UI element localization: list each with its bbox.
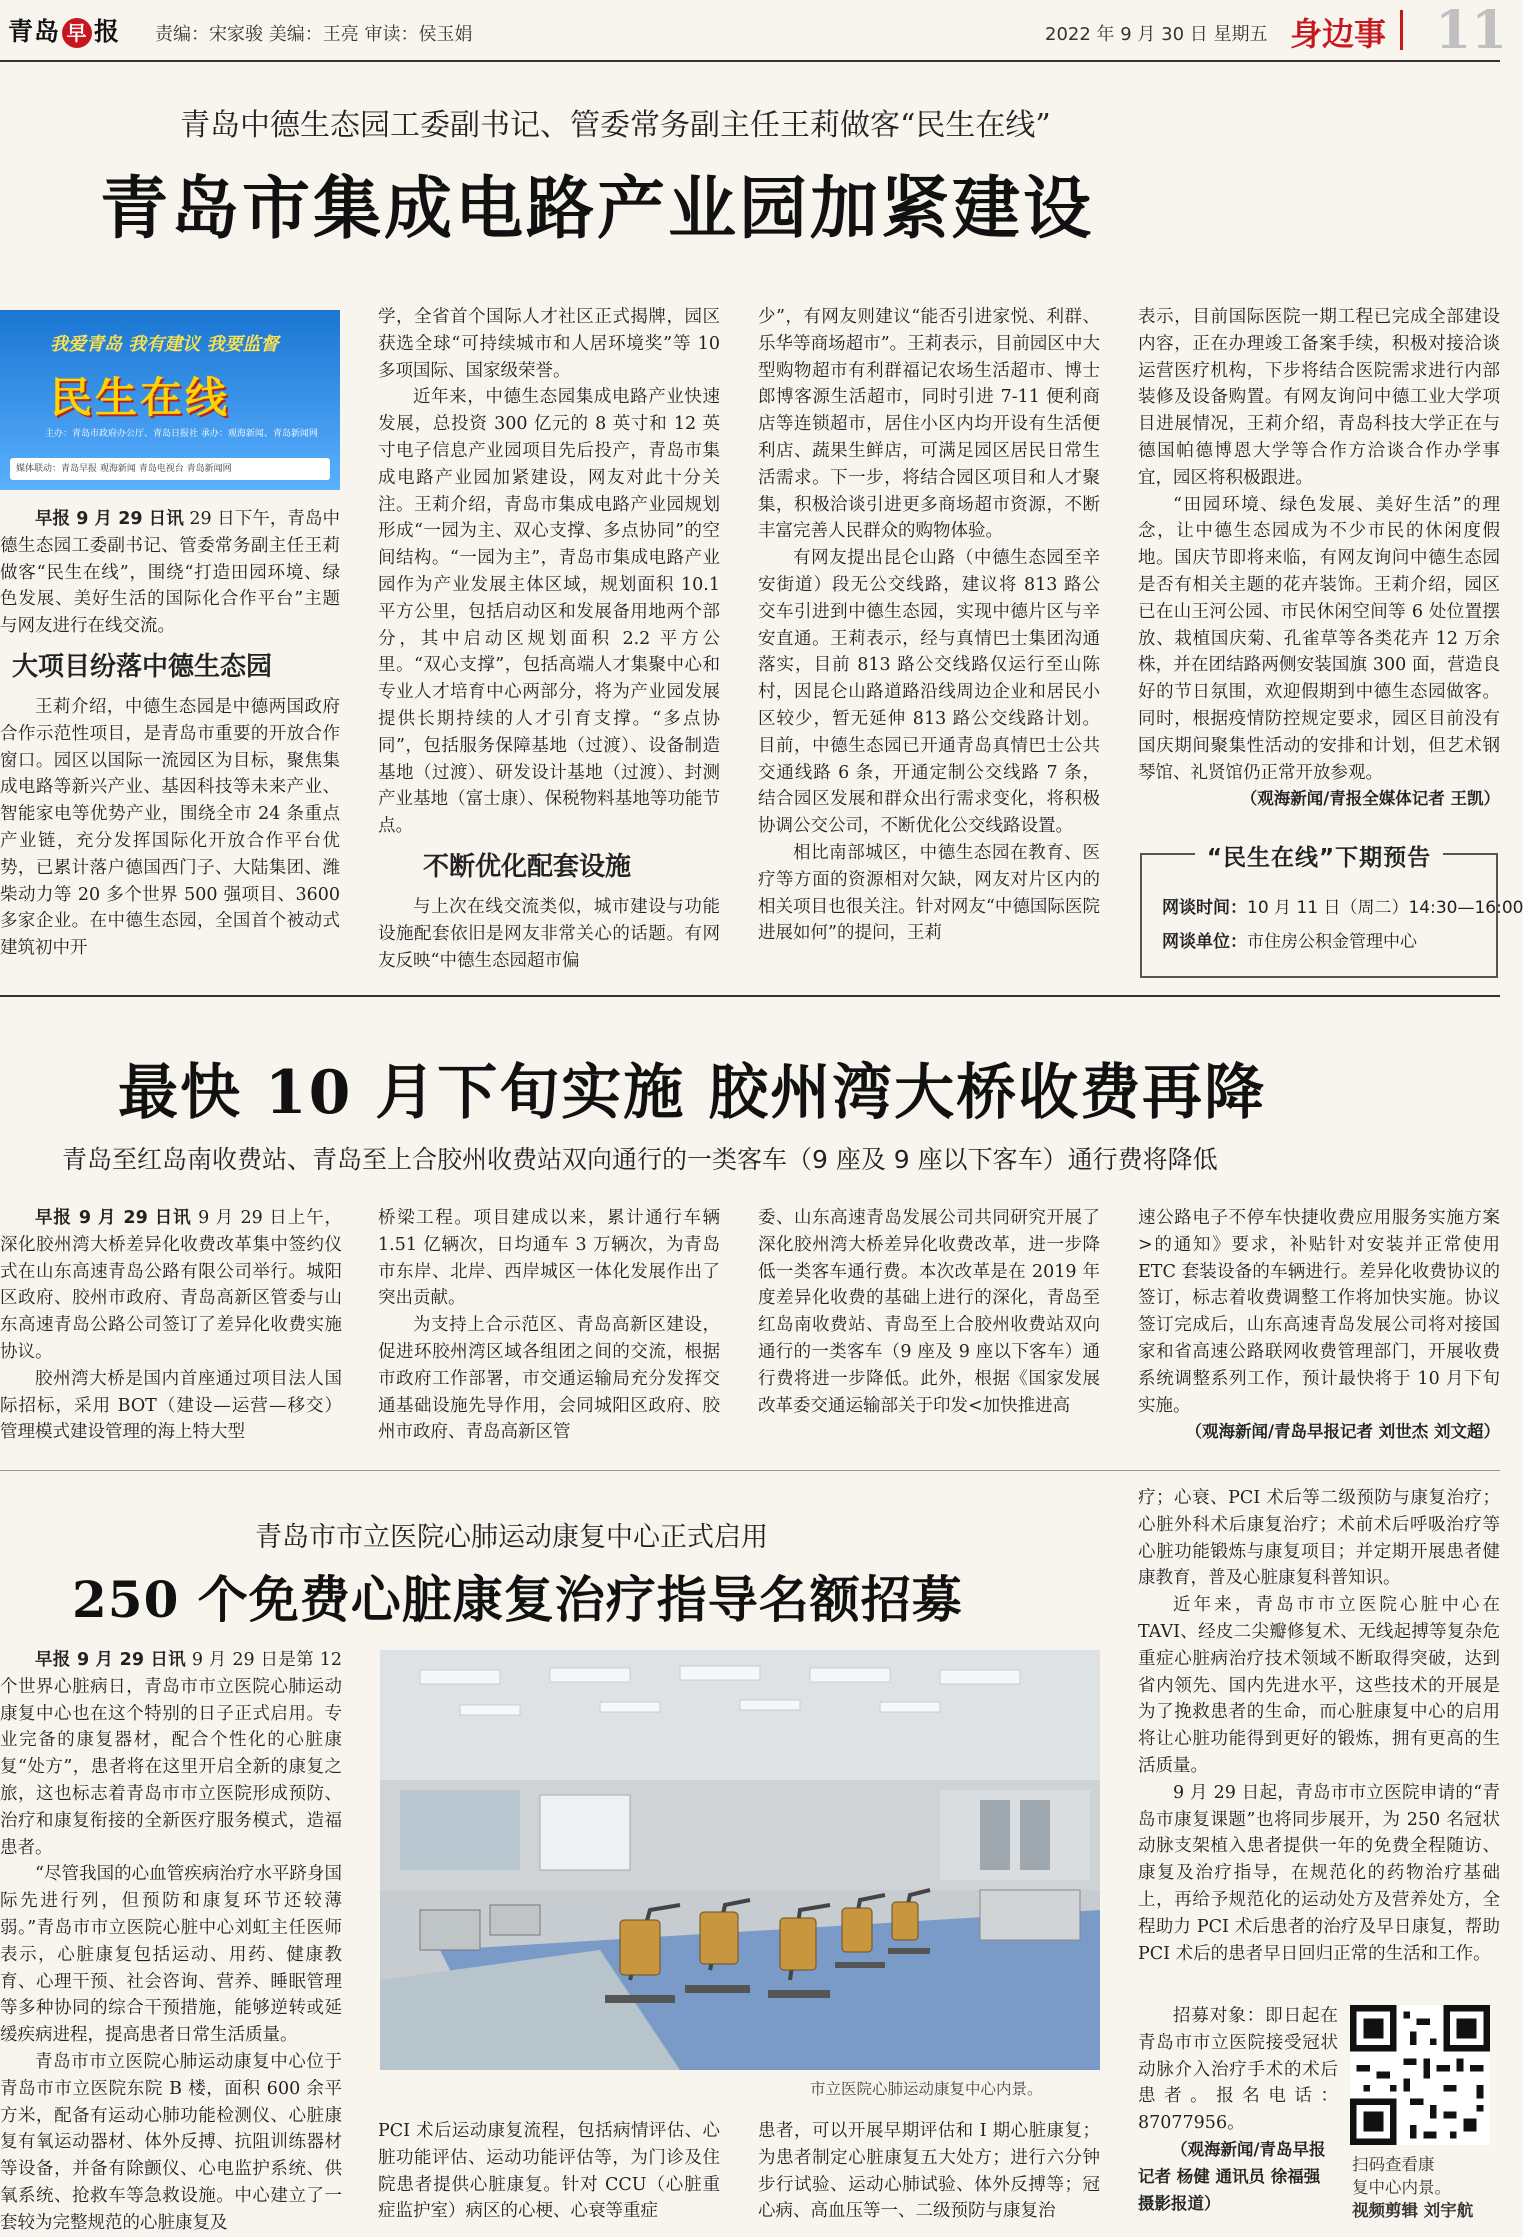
- story3-column-4-bottom: 招募对象：即日起在青岛市市立医院接受冠状动脉介入治疗手术的术后患者。报名电话：87077956。 （观海新闻/青岛早报记者 杨健 通讯员 徐福强 摄影报道）: [1138, 2003, 1338, 2237]
- qr-code-pattern: [1350, 2005, 1490, 2145]
- story3-byline: （观海新闻/青岛早报记者 杨健 通讯员 徐福强 摄影报道）: [1138, 2139, 1326, 2213]
- banner-media: 媒体联动：青岛早报 观海新闻 青岛电视台 青岛新闻网: [10, 458, 330, 480]
- dateline: 早报 9 月 29 日讯: [35, 1650, 186, 1670]
- story1-kicker: 青岛中德生态园工委副书记、管委常务副主任王莉做客“民生在线”: [180, 108, 1051, 143]
- story1-subhead-2: 不断优化配套设施: [423, 851, 632, 882]
- next-session-preview: “民生在线”下期预告 网谈时间：10 月 11 日（周二）14:30—16:00 网谈单位：市住房公积金管理中心: [1140, 853, 1498, 978]
- banner-title: 民生在线: [50, 373, 231, 422]
- story-divider-1: [0, 995, 1500, 997]
- story1-subhead-1: 大项目纷落中德生态园: [12, 651, 273, 682]
- logo-mark: 早: [62, 18, 92, 48]
- story3-column-2: PCI 术后运动康复流程，包括病情评估、心脏功能评估、运动功能评估等，为门诊及住院患者提供心脏康复。针对 CCU（心脏重症监护室）病区的心梗、心衰等重症: [378, 2121, 720, 2222]
- page-number: 11: [1435, 0, 1508, 61]
- banner-slogan: 我爱青岛 我有建议 我要监督: [50, 334, 279, 355]
- story1-byline: （观海新闻/青报全媒体记者 王凯）: [1240, 789, 1500, 809]
- story2-subhead: 青岛至红岛南收费站、青岛至上合胶州收费站双向通行的一类客车（9 座及 9 座以下客车）通行费将降低: [62, 1145, 1218, 1174]
- section-title: 身边事: [1290, 15, 1387, 53]
- story1-column-2: 学，全省首个国际人才社区正式揭牌，园区获选全球“可持续城市和人居环境奖”等 10 多项国际、国家级荣誉。 近年来，中德生态园集成电路产业快速发展，总投资 300 亿元的 8 英寸和 12 英寸电子信息产业园项目先后投产，青岛市集成电路产业园加紧建设，网友对此十分关注。王莉介绍，青岛市集成电路产业园规划形成“一园为主、双心支撑、多点协同”的空间结构。“一园为主”，青岛市集成电路产业园作为产业发展主体区域，规划面积 10.1 平方公里，包括启动区和发展备用地两个部分，其中启动区规划面积 2.2 平方公里。“双心支撑”，包括高端人才集聚中心和专业人才培育中心两部分，将为产业园发展提供长期持续的人才引育支撑。“多点协同”，包括服务保障基地（过渡）、设备制造基地（过渡）、研发设计基地（过渡）、封测产业基地（富士康）、保税物料基地等功能节点。 不断优化配套设施 与上次在线交流类似，城市建设与功能设施配套依旧是网友非常关心的话题。有网友反映“中德生态园超市偏: [378, 307, 720, 971]
- story3-kicker: 青岛市市立医院心肺运动康复中心正式启用: [255, 1522, 768, 1553]
- qr-code[interactable]: [1350, 2005, 1490, 2145]
- story3-headline: 250 个免费心脏康复治疗指导名额招募: [72, 1570, 963, 1629]
- rehab-center-photo: [380, 1650, 1100, 2070]
- masthead: [0, 0, 1508, 62]
- story3-column-4: 疗；心衰、PCI 术后等二级预防与康复治疗；心脏外科术后康复治疗；术前术后呼吸治疗等心脏功能锻炼与康复项目；并定期开展患者健康教育，普及心脏康复科普知识。 近年来，青岛市市立医院心脏中心在 TAVI、经皮二尖瓣修复术、无线起搏等复杂危重症心脏病治疗技术领域不断取得突破，达到省内领先、国内先进水平，这些技术的开展是为了挽救患者的生命，而心脏康复中心的启用将让心脏功能得到更好的锻炼，拥有更高的生活质量。 9 月 29 日起，青岛市市立医院申请的“青岛市康复课题”也将同步展开，为 250 名冠状动脉支架植入患者提供一年的免费全程随访、康复及治疗指导，在规范化的药物治疗基础上，再给予规范化的运动处方及营养处方，全程助力 PCI 术后患者的治疗及早日康复，帮助 PCI 术后的患者早日回归正常的生活和工作。: [1138, 1488, 1500, 1964]
- issue-date: 2022 年 9 月 30 日 星期五: [1045, 24, 1268, 45]
- story1-column-4: 表示，目前国际医院一期工程已完成全部建设内容，正在办理竣工备案手续，积极对接洽谈运营医疗机构，下步将结合医院需求进行内部装修及设备购置。有网友询问中德工业大学项目进展情况，王莉介绍，青岛科技大学正在与德国帕德博恩大学等合作方洽谈合作办学事宜，园区将积极跟进。 “田园环境、绿色发展、美好生活”的理念，让中德生态园成为不少市民的休闲度假地。国庆节即将来临，有网友询问中德生态园是否有相关主题的花卉装饰。王莉介绍，园区已在山王河公园、市民休闲空间等 6 处位置摆放、栽植国庆菊、孔雀草等各类花卉 12 万余株，并在团结路两侧安装国旗 300 面，营造良好的节日氛围，欢迎假期到中德生态园做客。同时，根据疫情防控规定要求，园区目前没有国庆期间聚集性活动的安排和计划，但艺术钢琴馆、礼贤馆仍正常开放参观。 （观海新闻/青报全媒体记者 王凯）: [1138, 304, 1500, 826]
- story2-byline: （观海新闻/青岛早报记者 刘世杰 刘文超）: [1185, 1422, 1500, 1442]
- story2-headline: 最快 10 月下旬实施 胶州湾大桥收费再降: [118, 1058, 1267, 1128]
- story3-column-3: 患者，可以开展早期评估和 I 期心脏康复；为患者制定心脏康复五大处方；进行六分钟步行试验、运动心肺试验、体外反搏等；冠心病、高血压等一、二级预防与康复治: [758, 2121, 1100, 2222]
- story2-column-2: 桥梁工程。项目建成以来，累计通行车辆 1.51 亿辆次，日均通车 3 万辆次，为青岛市东岸、北岸、西岸城区一体化发展作出了突出贡献。 为支持上合示范区、青岛高新区建设，促进环胶州湾区域各组团之间的交流，根据市政府工作部署，市交通运输局充分发挥交通基础设施先导作用，会同城阳区政府、胶州市政府、青岛高新区管: [378, 1208, 720, 1443]
- dateline: 早报 9 月 29 日讯: [35, 509, 184, 529]
- section-divider: [1400, 10, 1403, 50]
- rehab-gym-illustration: [380, 1650, 1100, 2070]
- dateline: 早报 9 月 29 日讯: [35, 1208, 192, 1228]
- qr-caption: 扫码查看康 复中心内景。 视频剪辑 刘宇航: [1352, 2155, 1474, 2220]
- editor-credits: 责编：宋家骏 美编：王亮 审读：侯玉娟: [155, 24, 473, 45]
- story2-column-3: 委、山东高速青岛发展公司共同研究开展了深化胶州湾大桥差异化收费改革，进一步降低一类客车通行费。本次改革是在 2019 年度差异化收费的基础上进行的深化，青岛至红岛南收费站、青岛至上合胶州收费站双向通行的一类客车（9 座及 9 座以下客车）通行费将进一步降低。此外，根据《国家发展改革委交通运输部关于印发<加快推进高: [758, 1208, 1100, 1416]
- preview-unit: 市住房公积金管理中心: [1247, 932, 1417, 952]
- minsheng-online-banner: [0, 310, 340, 490]
- newspaper-logo: 青岛 早 报: [8, 17, 121, 46]
- story3-column-1: 早报 9 月 29 日讯 9 月 29 日是第 12 个世界心脏病日，青岛市市立医院心肺运动康复中心也在这个特别的日子正式启用。专业完备的康复器材，配合个性化的心脏康复“处方”，患者将在这里开启全新的康复之旅，这也标志着青岛市市立医院形成预防、治疗和康复衔接的全新医疗服务模式，造福患者。 “尽管我国的心血管疾病治疗水平跻身国际先进行列，但预防和康复环节还较薄弱。”青岛市市立医院心脏中心刘虹主任医师表示，心脏康复包括运动、用药、健康教育、心理干预、社会咨询、营养、睡眠管理等多种协同的综合干预措施，能够逆转或延缓疾病进程，提高患者日常生活质量。 青岛市市立医院心肺运动康复中心位于青岛市市立医院东院 B 楼，面积 600 余平方米，配备有运动心肺功能检测仪、心脏康复有氧运动器材、体外反搏、抗阻训练器材等设备，并备有除颤仪、心电监护系统、供氧系统、抢救车等急救设施。中心建立了一套较为完整规范的心脏康复及: [0, 1650, 342, 2233]
- preview-title: “民生在线”下期预告: [1195, 845, 1443, 871]
- story2-column-1: 早报 9 月 29 日讯 9 月 29 日上午，深化胶州湾大桥差异化收费改革集中签约仪式在山东高速青岛公路有限公司举行。城阳区政府、胶州市政府、青岛高新区管委与山东高速青岛公路公司签订了差异化收费实施协议。 胶州湾大桥是国内首座通过项目法人国际招标，采用 BOT（建设—运营—移交）管理模式建设管理的海上特大型: [0, 1208, 343, 1443]
- story1-column-3: 少”，有网友则建议“能否引进家悦、利群、乐华等商场超市”。王莉表示，目前园区中大型购物超市有利群福记农场生活超市、博士郎博客源生活超市，同时引进 7-11 便利商店等连锁超市，居住小区内均开设有生活便利店、蔬果生鲜店，可满足园区居民日常生活需求。下一步，将结合园区项目和人才聚集，积极洽谈引进更多商场超市资源，不断丰富完善人民群众的购物体验。 有网友提出昆仑山路（中德生态园至辛安街道）段无公交线路，建议将 813 路公交车引进到中德生态园，实现中德片区与辛安直通。王莉表示，经与真情巴士集团沟通落实，目前 813 路公交线路仅运行至山陈村，因昆仑山路道路沿线周边企业和居民小区较少，暂无延伸 813 路公交线路计划。目前，中德生态园已开通青岛真情巴士公共交通线路 6 条，开通定制公交线路 7 条，结合园区发展和群众出行需求变化，将积极协调公交公司，不断优化公交线路设置。 相比南部城区，中德生态园在教育、医疗等方面的资源相对欠缺，网友对片区内的相关项目也很关注。针对网友“中德国际医院进展如何”的提问，王莉: [758, 307, 1100, 944]
- story1-headline: 青岛市集成电路产业园加紧建设: [100, 169, 1095, 249]
- story2-column-4: 速公路电子不停车快捷收费应用服务实施方案>的通知》要求，补贴针对安装并正常使用 ETC 套装设备的车辆进行。差异化收费协议的签订，标志着收费调整工作将加快实施。协议签订完成后，山东高速青岛发展公司将对接国家和省高速公路联网收费管理部门，开展收费系统调整系列工作，预计最快将于 10 月下旬实施。 （观海新闻/青岛早报记者 刘世杰 刘文超）: [1138, 1205, 1500, 1450]
- story-divider-2: [0, 1470, 1500, 1471]
- story1-column-1: 早报 9 月 29 日讯 29 日下午，青岛中德生态园工委副书记、管委常务副主任王莉做客“民生在线”，围绕“打造田园环境、绿色发展、美好生活的国际化合作平台”主题与网友进行在线交流。 大项目纷落中德生态园 王莉介绍，中德生态园是中德两国政府合作示范性项目，是青岛市重要的开放合作窗口。园区以国际一流园区为目标，聚焦集成电路等新兴产业、基因科技等未来产业、智能家电等优势产业，围绕全市 24 条重点产业链，充分发挥国际化开放合作平台优势，已累计落户德国西门子、大陆集团、潍柴动力等 20 多个世界 500 强项目、3600 多家企业。在中德生态园，全国首个被动式建筑初中开: [0, 509, 340, 959]
- photo-caption: 市立医院心肺运动康复中心内景。: [810, 2080, 1043, 2098]
- preview-time: 10 月 11 日（周二）14:30—16:00: [1247, 898, 1523, 918]
- banner-organizers: 主办：青岛市政府办公厅、青岛日报社 承办：观海新闻、青岛新闻网: [45, 429, 318, 439]
